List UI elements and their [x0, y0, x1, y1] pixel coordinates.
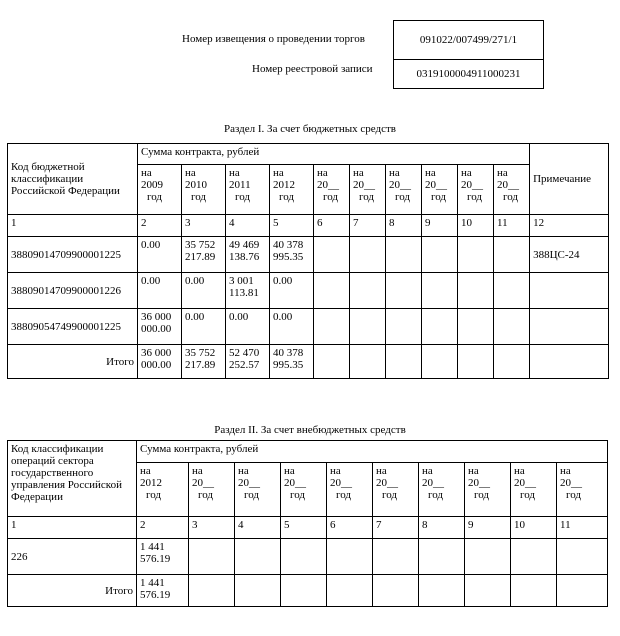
amount-cell — [350, 273, 386, 309]
amount-cell — [373, 575, 419, 607]
year-value: 2010 — [185, 179, 207, 191]
amount-cell — [557, 575, 608, 607]
year-prefix: на — [560, 465, 571, 477]
year-header — [226, 165, 270, 215]
amount-cell — [458, 309, 494, 345]
column-number: 6 — [314, 215, 350, 237]
year-header — [327, 463, 373, 517]
amount-cell — [422, 273, 458, 309]
year-header — [373, 463, 419, 517]
year-suffix: год — [566, 489, 582, 501]
year-value: 20__ — [376, 477, 398, 489]
amount-cell — [419, 575, 465, 607]
notice-label: Номер извещения о проведении торгов — [182, 33, 365, 45]
year-header — [182, 165, 226, 215]
s1-code-header: Код бюджетной классификации Российской Федерации — [8, 144, 138, 215]
note-cell: 388ЦС-24 — [530, 237, 609, 273]
year-prefix: на — [185, 167, 196, 179]
year-value: 20__ — [425, 179, 447, 191]
year-prefix: на — [229, 167, 240, 179]
total-row — [8, 575, 608, 607]
section2-table — [7, 440, 608, 607]
amount-cell — [350, 345, 386, 379]
year-header — [557, 463, 608, 517]
column-number: 11 — [494, 215, 530, 237]
amount-cell — [314, 345, 350, 379]
year-suffix: год — [244, 489, 260, 501]
year-header — [281, 463, 327, 517]
table-row — [8, 273, 609, 309]
year-header — [386, 165, 422, 215]
amount-cell: 40 378 995.35 — [270, 237, 314, 273]
s2-code-header: Код классификации операций сектора государственного управления Российской Федерации — [8, 441, 137, 517]
amount-cell — [458, 345, 494, 379]
amount-cell — [235, 539, 281, 575]
year-value: 20__ — [192, 477, 214, 489]
amount-cell: 0.00 — [270, 273, 314, 309]
amount-cell — [189, 539, 235, 575]
year-header — [511, 463, 557, 517]
year-suffix: год — [520, 489, 536, 501]
amount-cell: 0.00 — [270, 309, 314, 345]
column-number: 2 — [138, 215, 182, 237]
column-number: 10 — [511, 517, 557, 539]
year-suffix: год — [198, 489, 214, 501]
year-value: 20__ — [238, 477, 260, 489]
row-code: 38809014709900001226 — [8, 273, 138, 309]
year-header — [138, 165, 182, 215]
year-prefix: на — [468, 465, 479, 477]
row-code: 38809054749900001225 — [8, 309, 138, 345]
amount-cell — [465, 539, 511, 575]
amount-cell — [494, 345, 530, 379]
note-cell — [530, 309, 609, 345]
amount-cell — [314, 309, 350, 345]
year-value: 20__ — [560, 477, 582, 489]
year-value: 20__ — [497, 179, 519, 191]
year-value: 20__ — [284, 477, 306, 489]
amount-cell — [458, 273, 494, 309]
amount-cell: 0.00 — [226, 309, 270, 345]
column-number: 9 — [465, 517, 511, 539]
year-suffix: год — [290, 489, 306, 501]
amount-cell — [494, 237, 530, 273]
amount-cell: 52 470 252.57 — [226, 345, 270, 379]
column-number: 5 — [281, 517, 327, 539]
s1-note-header: Примечание — [530, 144, 609, 215]
column-number: 1 — [8, 517, 137, 539]
year-value: 20__ — [514, 477, 536, 489]
amount-cell — [511, 539, 557, 575]
year-header — [419, 463, 465, 517]
year-value: 2012 — [140, 477, 162, 489]
year-prefix: на — [284, 465, 295, 477]
year-suffix: год — [428, 489, 444, 501]
registry-value: 0319100004911000231 — [416, 68, 521, 80]
year-prefix: на — [141, 167, 152, 179]
total-label: Итого — [8, 575, 137, 607]
year-header — [314, 165, 350, 215]
amount-cell — [494, 273, 530, 309]
year-prefix: на — [353, 167, 364, 179]
year-prefix: на — [317, 167, 328, 179]
amount-cell: 3 001 113.81 — [226, 273, 270, 309]
column-number: 6 — [327, 517, 373, 539]
amount-cell — [327, 539, 373, 575]
note-cell — [530, 273, 609, 309]
amount-cell — [350, 237, 386, 273]
year-suffix: год — [474, 489, 490, 501]
amount-cell — [314, 237, 350, 273]
year-suffix: год — [359, 191, 375, 203]
column-number: 11 — [557, 517, 608, 539]
year-suffix: год — [147, 191, 163, 203]
total-label: Итого — [8, 345, 138, 379]
column-number: 3 — [189, 517, 235, 539]
amount-cell — [314, 273, 350, 309]
year-header — [235, 463, 281, 517]
amount-cell: 0.00 — [138, 237, 182, 273]
section2-title: Раздел II. За счет внебюджетных средств — [214, 424, 406, 436]
year-prefix: на — [389, 167, 400, 179]
column-number: 3 — [182, 215, 226, 237]
section1-title: Раздел I. За счет бюджетных средств — [224, 123, 396, 135]
column-number: 2 — [137, 517, 189, 539]
year-prefix: на — [497, 167, 508, 179]
amount-cell: 1 441 576.19 — [137, 539, 189, 575]
amount-cell — [458, 237, 494, 273]
amount-cell — [465, 575, 511, 607]
amount-cell — [189, 575, 235, 607]
row-code: 38809014709900001225 — [8, 237, 138, 273]
amount-cell: 35 752 217.89 — [182, 237, 226, 273]
year-prefix: на — [238, 465, 249, 477]
year-suffix: год — [323, 191, 339, 203]
column-number: 4 — [226, 215, 270, 237]
amount-cell — [419, 539, 465, 575]
year-suffix: год — [146, 489, 162, 501]
year-value: 20__ — [422, 477, 444, 489]
row-code: 226 — [8, 539, 137, 575]
amount-cell — [511, 575, 557, 607]
year-suffix: год — [336, 489, 352, 501]
amount-cell — [557, 539, 608, 575]
table-row — [8, 539, 608, 575]
note-cell — [530, 345, 609, 379]
year-prefix: на — [425, 167, 436, 179]
year-suffix: год — [395, 191, 411, 203]
column-number: 7 — [373, 517, 419, 539]
year-value: 20__ — [330, 477, 352, 489]
year-value: 20__ — [389, 179, 411, 191]
amount-cell — [494, 309, 530, 345]
table-row — [8, 309, 609, 345]
amount-cell: 0.00 — [182, 273, 226, 309]
year-prefix: на — [330, 465, 341, 477]
registry-label: Номер реестровой записи — [252, 63, 373, 75]
amount-cell: 36 000 000.00 — [138, 345, 182, 379]
year-prefix: на — [192, 465, 203, 477]
year-header — [458, 165, 494, 215]
year-header — [422, 165, 458, 215]
amount-cell: 0.00 — [138, 273, 182, 309]
column-number: 5 — [270, 215, 314, 237]
amount-cell — [386, 345, 422, 379]
amount-cell — [422, 309, 458, 345]
year-suffix: год — [382, 489, 398, 501]
amount-cell: 1 441 576.19 — [137, 575, 189, 607]
section1-table — [7, 143, 609, 379]
year-suffix: год — [279, 191, 295, 203]
column-number: 1 — [8, 215, 138, 237]
year-value: 20__ — [353, 179, 375, 191]
year-prefix: на — [422, 465, 433, 477]
year-header — [494, 165, 530, 215]
year-value: 20__ — [461, 179, 483, 191]
amount-cell — [422, 345, 458, 379]
amount-cell — [386, 309, 422, 345]
amount-cell — [422, 237, 458, 273]
amount-cell — [386, 237, 422, 273]
year-suffix: год — [467, 191, 483, 203]
amount-cell — [327, 575, 373, 607]
notice-box — [393, 20, 544, 89]
year-header — [350, 165, 386, 215]
amount-cell: 35 752 217.89 — [182, 345, 226, 379]
s2-sum-header: Сумма контракта, рублей — [137, 441, 608, 463]
notice-value: 091022/007499/271/1 — [394, 21, 543, 60]
year-prefix: на — [514, 465, 525, 477]
s1-sum-header: Сумма контракта, рублей — [138, 144, 530, 165]
amount-cell: 49 469 138.76 — [226, 237, 270, 273]
amount-cell — [386, 273, 422, 309]
column-number: 10 — [458, 215, 494, 237]
amount-cell: 0.00 — [182, 309, 226, 345]
year-header — [189, 463, 235, 517]
amount-cell — [281, 539, 327, 575]
year-prefix: на — [461, 167, 472, 179]
year-suffix: год — [235, 191, 251, 203]
year-value: 2011 — [229, 179, 251, 191]
column-number: 8 — [419, 517, 465, 539]
year-suffix: год — [503, 191, 519, 203]
amount-cell — [350, 309, 386, 345]
year-header — [270, 165, 314, 215]
amount-cell — [373, 539, 419, 575]
year-prefix: на — [140, 465, 151, 477]
amount-cell: 36 000 000.00 — [138, 309, 182, 345]
year-prefix: на — [376, 465, 387, 477]
year-value: 2012 — [273, 179, 295, 191]
amount-cell: 40 378 995.35 — [270, 345, 314, 379]
year-suffix: год — [431, 191, 447, 203]
column-number: 9 — [422, 215, 458, 237]
table-row — [8, 237, 609, 273]
column-number: 8 — [386, 215, 422, 237]
column-number: 4 — [235, 517, 281, 539]
column-number: 12 — [530, 215, 609, 237]
year-header — [465, 463, 511, 517]
column-number: 7 — [350, 215, 386, 237]
year-value: 2009 — [141, 179, 163, 191]
total-row — [8, 345, 609, 379]
amount-cell — [235, 575, 281, 607]
year-suffix: год — [191, 191, 207, 203]
year-prefix: на — [273, 167, 284, 179]
year-header — [137, 463, 189, 517]
year-value: 20__ — [317, 179, 339, 191]
amount-cell — [281, 575, 327, 607]
year-value: 20__ — [468, 477, 490, 489]
